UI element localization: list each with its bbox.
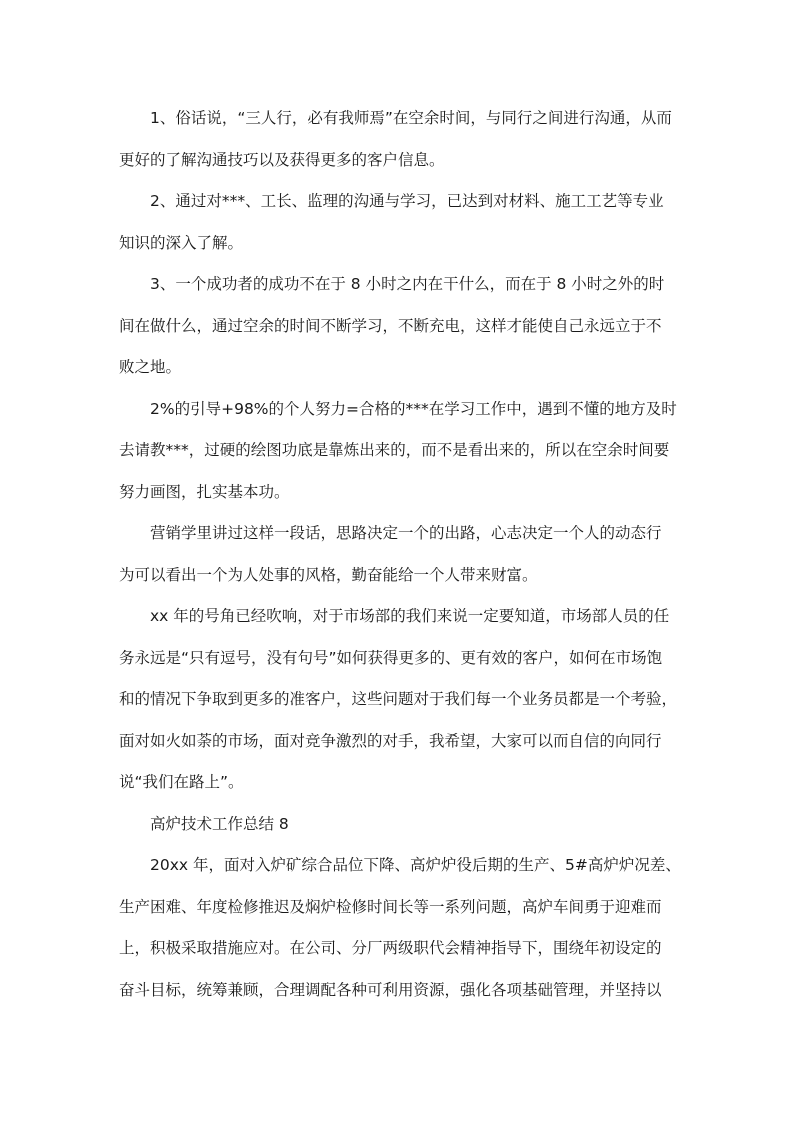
paragraph-line: 知识的深入了解。 — [119, 233, 244, 252]
paragraph-line: 20xx 年，面对入炉矿综合品位下降、高炉炉役后期的生产、5#高炉炉况差、 — [150, 856, 681, 874]
paragraph-line: 为可以看出一个为人处事的风格，勤奋能给一个人带来财富。 — [119, 565, 538, 584]
paragraph-line: 努力画图，扎实基本功。 — [119, 482, 290, 501]
paragraph-4 — [119, 389, 679, 514]
paragraph-line: 2、通过对***、工长、监理的沟通与学习，已达到对材料、施工工艺等专业 — [150, 192, 664, 210]
paragraph-line: 和的情况下争取到更多的准客户，这些问题对于我们每一个业务员都是一个考验， — [119, 690, 678, 708]
paragraph-line: 说“我们在路上”。 — [119, 773, 244, 791]
paragraph-line: 败之地。 — [119, 358, 182, 376]
paragraph-5 — [119, 513, 679, 596]
paragraph-6 — [119, 596, 679, 804]
paragraph-line: 2%的引导+98%的个人努力=合格的***在学习工作中，遇到不懂的地方及时 — [150, 399, 677, 418]
paragraph-line: 务永远是“只有逗号，没有句号”如何获得更多的、更有效的客户，如何在市场饱 — [119, 648, 663, 667]
paragraph-line: 3、一个成功者的成功不在于 8 小时之内在干什么，而在于 8 小时之外的时 — [150, 275, 665, 293]
paragraph-line: 奋斗目标，统筹兼顾，合理调配各种可利用资源，强化各项基础管理，并坚持以 — [119, 980, 662, 999]
paragraph-line: 面对如火如荼的市场，面对竞争激烈的对手，我希望，大家可以而自信的向同行 — [119, 731, 662, 750]
paragraph-line: 1、俗话说，“三人行，必有我师焉”在空余时间，与同行之间进行沟通，从而 — [150, 109, 672, 127]
paragraph-1 — [119, 98, 679, 181]
paragraph-line: 更好的了解沟通技巧以及获得更多的客户信息。 — [119, 150, 445, 169]
paragraph-2 — [119, 181, 679, 264]
paragraph-line: 生产困难、年度检修推迟及焖炉检修时间长等一系列问题，高炉车间勇于迎难而 — [119, 897, 662, 916]
paragraph-line: 营销学里讲过这样一段话，思路决定一个的出路，心志决定一个人的动态行 — [150, 524, 662, 542]
paragraph-line: 间在做什么，通过空余的时间不断学习，不断充电，这样才能使自己永远立于不 — [119, 316, 662, 335]
paragraph-line: xx 年的号角已经吹响，对于市场部的我们来说一定要知道，市场部人员的任 — [150, 607, 670, 625]
paragraph-3 — [119, 264, 679, 389]
paragraph-line: 上，积极采取措施应对。在公司、分厂两级职代会精神指导下，围绕年初设定的 — [119, 939, 662, 957]
section-heading-text: 高炉技术工作总结 8 — [150, 814, 289, 833]
paragraph-8 — [119, 845, 679, 1011]
document-body — [119, 98, 679, 1011]
paragraph-line: 去请教***，过硬的绘图功底是靠炼出来的，而不是看出来的，所以在空余时间要 — [119, 441, 670, 459]
section-heading — [119, 804, 679, 846]
